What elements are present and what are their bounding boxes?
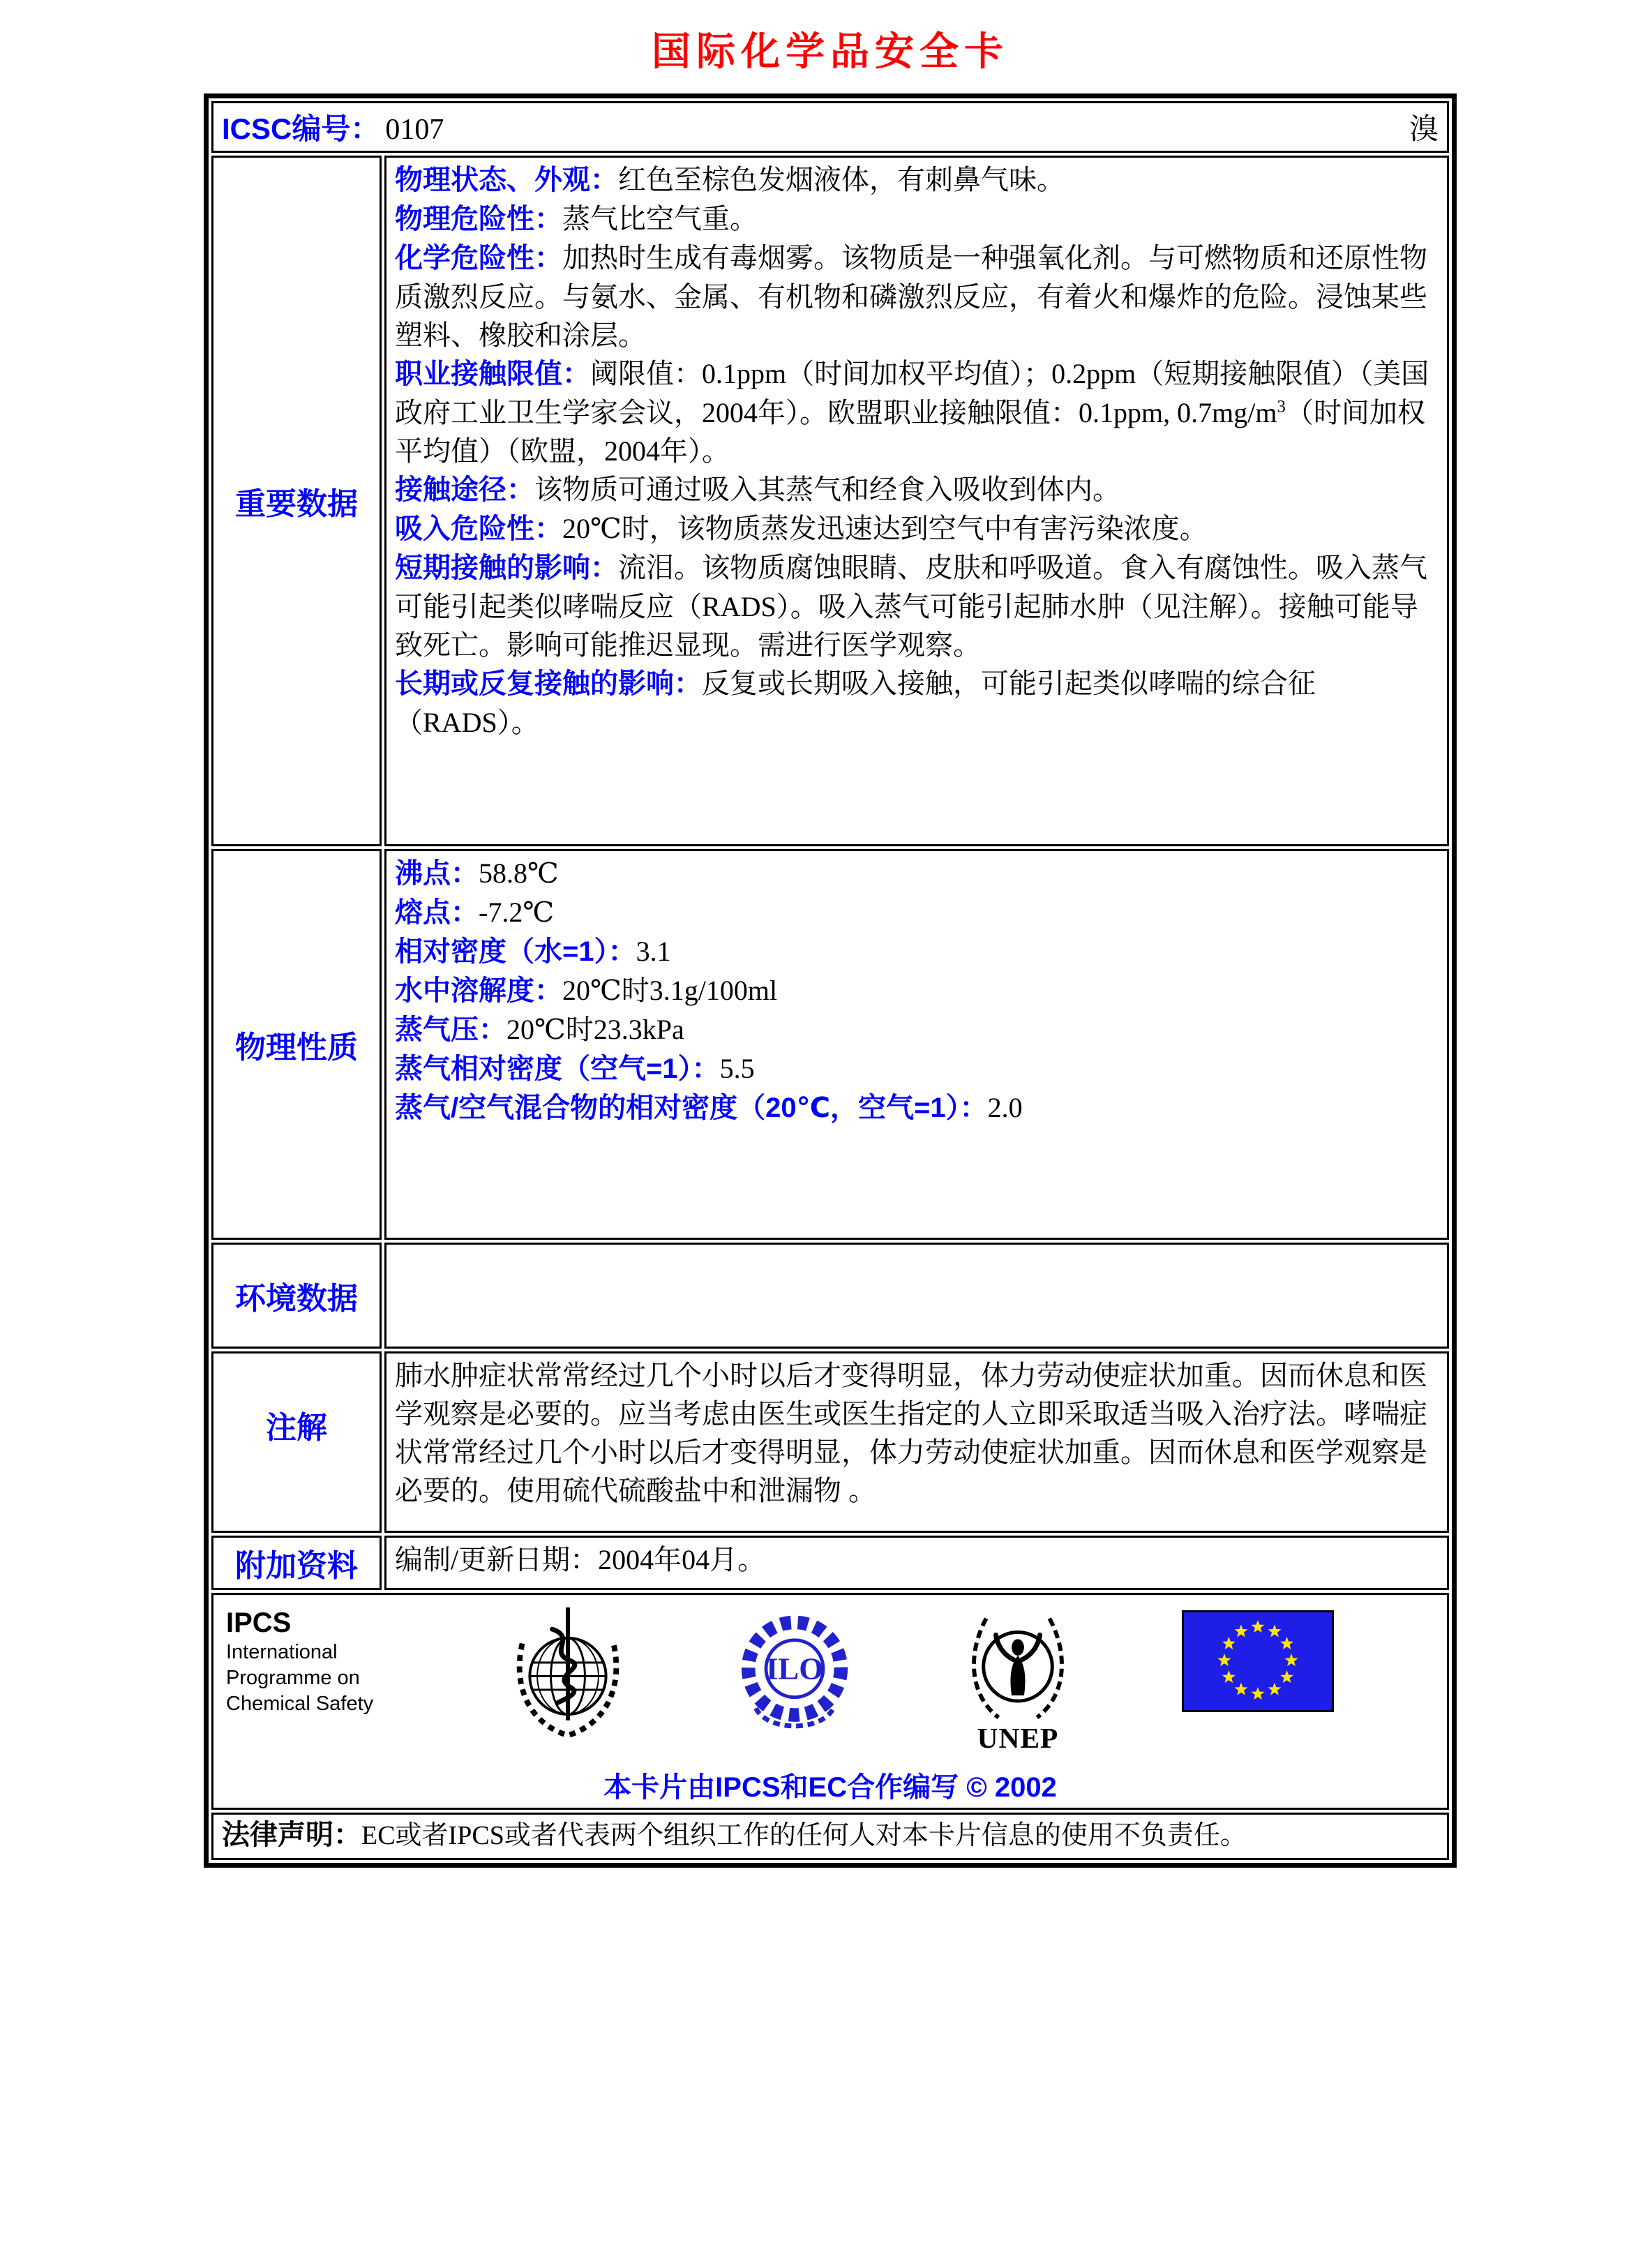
- legal-line: [222, 1817, 1439, 1853]
- copyright-text: © 2002: [966, 1772, 1057, 1803]
- additional-info-content: 编制/更新日期：2004年04月。: [384, 1536, 1449, 1590]
- logo-strip: [222, 1598, 1439, 1754]
- paragraph: 蒸气压：20℃时23.3kPa: [395, 1014, 684, 1045]
- paragraph: 熔点：-7.2℃: [395, 897, 555, 928]
- ilo-logo-text: ILO: [765, 1651, 824, 1686]
- icsc-number-value: 0107: [385, 114, 444, 146]
- legal-text: EC或者IPCS或者代表两个组织工作的任何人对本卡片信息的使用不负责任。: [361, 1821, 1247, 1850]
- notes-row: [211, 1351, 1449, 1533]
- ipcs-text-block: [226, 1606, 400, 1717]
- ilo-logo-icon: [735, 1606, 854, 1746]
- paragraph: 接触途径：该物质可通过吸入其蒸气和经食入吸收到体内。: [395, 474, 1120, 505]
- icsc-number-label: ICSC编号：: [222, 112, 380, 145]
- eu-flag-icon: [1182, 1610, 1334, 1712]
- paragraph: 蒸气相对密度（空气=1）：5.5: [395, 1053, 755, 1084]
- credit-line: [222, 1765, 1439, 1805]
- ipcs-line-3: Chemical Safety: [226, 1693, 374, 1715]
- who-logo-icon: [509, 1606, 627, 1746]
- important-data-row: [211, 156, 1449, 846]
- substance-name: 溴: [1409, 114, 1439, 146]
- paragraph: 职业接触限值：阈限值：0.1ppm（时间加权平均值）；0.2ppm（短期接触限值）（美国政府工业卫生学家会议，2004年）。欧盟职业接触限值：0.1ppm, $0.7mg/m^3$（时间加权平均值）（欧盟，2004年）。: [395, 358, 1429, 467]
- icsc-card-table: [204, 93, 1457, 1868]
- icsc-header-cell: [211, 101, 1449, 153]
- paragraph: 蒸气/空气混合物的相对密度（20℃，空气=1）：2.0: [395, 1092, 1023, 1123]
- icsc-header-content: [222, 106, 1439, 148]
- physical-properties-row: [211, 849, 1449, 1240]
- important-data-label: 重要数据: [211, 156, 382, 846]
- unep-logo-icon: [962, 1606, 1074, 1754]
- credit-text: 本卡片由IPCS和EC合作编写: [603, 1772, 959, 1803]
- environmental-data-row: [211, 1243, 1449, 1349]
- ipcs-title: IPCS: [226, 1607, 292, 1638]
- icsc-header-row: [211, 101, 1449, 153]
- additional-info-row: [211, 1536, 1449, 1590]
- notes-content: 肺水肿症状常常经过几个小时以后才变得明显，体力劳动使症状加重。因而休息和医学观察是必要的。应当考虑由医生或医生指定的人立即采取适当吸入治疗法。哮喘症状常常经过几个小时以后才变得明显，体力劳动使症状加重。因而休息和医学观察是必要的。使用硫代硫酸盐中和泄漏物 。: [384, 1351, 1449, 1533]
- ipcs-line-2: Programme on: [226, 1667, 360, 1689]
- paragraph: 物理危险性：蒸气比空气重。: [395, 203, 758, 234]
- ipcs-line-1: International: [226, 1641, 338, 1663]
- legal-cell: [211, 1813, 1449, 1860]
- paragraph: 物理状态、外观：红色至棕色发烟液体，有刺鼻气味。: [395, 164, 1065, 195]
- legal-row: [211, 1813, 1449, 1860]
- icsc-number-group: [222, 106, 444, 148]
- notes-label: 注解: [211, 1351, 382, 1533]
- environmental-data-content: [384, 1243, 1449, 1349]
- legal-label: 法律声明：: [222, 1820, 361, 1850]
- physical-properties-content: [384, 849, 1449, 1240]
- physical-properties-label: 物理性质: [211, 849, 382, 1240]
- paragraph: 沸点：58.8℃: [395, 857, 559, 889]
- paragraph: 长期或反复接触的影响：反复或长期吸入接触，可能引起类似哮喘的综合征（RADS）。: [395, 668, 1316, 738]
- paragraph: 水中溶解度：20℃时3.1g/100ml: [395, 975, 778, 1006]
- paragraph: 短期接触的影响：流泪。该物质腐蚀眼睛、皮肤和呼吸道。食入有腐蚀性。吸入蒸气可能引起类似哮喘反应（RADS）。吸入蒸气可能引起肺水肿（见注解）。接触可能导致死亡。影响可能推迟显现。需进行医学观察。: [395, 552, 1427, 661]
- icsc-card-page: [0, 21, 1652, 1868]
- additional-info-label: 附加资料: [211, 1536, 382, 1590]
- paragraph: 相对密度（水=1）：3.1: [395, 936, 671, 967]
- important-data-content: [384, 156, 1449, 846]
- paragraph: 化学危险性：加热时生成有毒烟雾。该物质是一种强氧化剂。与可燃物质和还原性物质激烈反应。与氨水、金属、有机物和磷激烈反应，有着火和爆炸的危险。浸蚀某些塑料、橡胶和涂层。: [395, 242, 1427, 351]
- paragraph: 吸入危险性：20℃时，该物质蒸发迅速达到空气中有害污染浓度。: [395, 513, 1208, 544]
- page-title: 国际化学品安全卡: [652, 29, 1009, 73]
- unep-logo-text: UNEP: [977, 1722, 1059, 1754]
- logos-row: [211, 1593, 1449, 1810]
- logos-cell: [211, 1593, 1449, 1810]
- environmental-data-label: 环境数据: [211, 1243, 382, 1349]
